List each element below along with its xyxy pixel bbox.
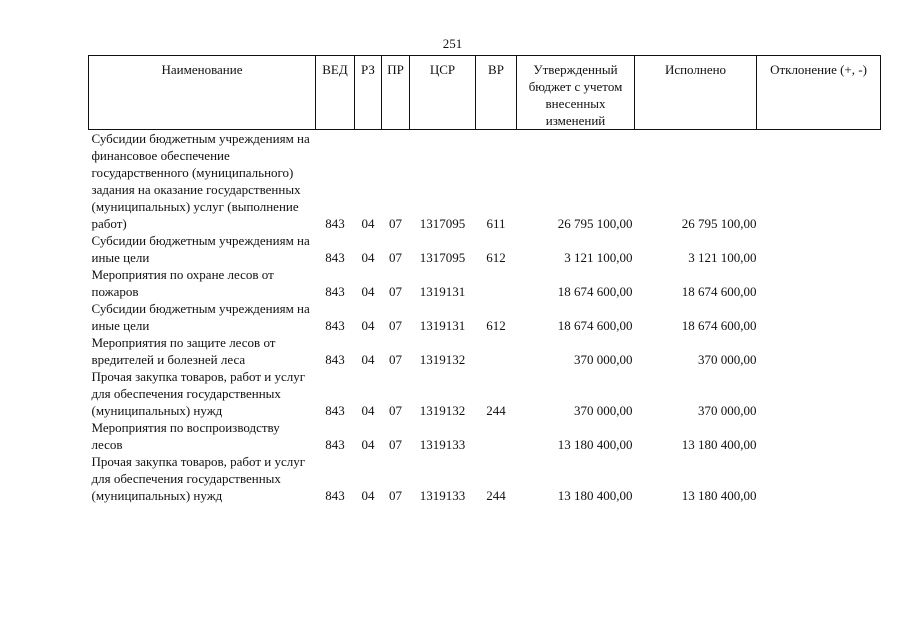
row-ved: 843 (325, 250, 345, 265)
header-vr: ВР (476, 56, 517, 130)
row-pr: 07 (389, 284, 402, 299)
header-deviation: Отклонение (+, -) (757, 56, 881, 130)
header-csr: ЦСР (410, 56, 476, 130)
row-csr: 1319133 (419, 488, 466, 503)
row-deviation (757, 300, 881, 334)
row-ved: 843 (325, 216, 345, 231)
header-pr: ПР (382, 56, 410, 130)
row-vr: 611 (486, 216, 506, 231)
row-pr: 07 (389, 403, 402, 418)
row-rz: 04 (361, 437, 375, 452)
row-deviation (757, 453, 881, 504)
row-vr: 244 (486, 488, 506, 503)
row-approved: 370 000,00 (574, 403, 633, 418)
header-ved: ВЕД (316, 56, 355, 130)
row-vr (476, 419, 517, 453)
row-vr: 612 (486, 250, 506, 265)
row-rz: 04 (361, 403, 375, 418)
row-ved: 843 (325, 352, 345, 367)
row-ved: 843 (325, 318, 345, 333)
table-body (89, 130, 881, 505)
row-deviation (757, 266, 881, 300)
row-rz: 04 (361, 216, 375, 231)
header-name: Наименование (89, 56, 316, 130)
row-deviation (757, 334, 881, 368)
row-pr: 07 (389, 318, 402, 333)
row-name: Мероприятия по защите лесов от вредителей и болезней леса (91, 335, 276, 367)
table-row (89, 419, 881, 453)
row-name: Субсидии бюджетным учреждениям на финансовое обеспечение государственного (муниципального) задания на оказание государственных (муниципальных) услуг (выполнение работ) (91, 131, 310, 231)
row-pr: 07 (389, 352, 402, 367)
row-executed: 18 674 600,00 (681, 284, 757, 299)
row-deviation (757, 419, 881, 453)
page-number: 251 (442, 36, 463, 51)
row-pr: 07 (389, 437, 402, 452)
row-rz: 04 (361, 488, 375, 503)
row-csr: 1319131 (419, 284, 466, 299)
row-vr: 612 (486, 318, 506, 333)
row-csr: 1317095 (419, 216, 466, 231)
row-csr: 1319131 (419, 318, 466, 333)
row-ved: 843 (325, 284, 345, 299)
row-name: Субсидии бюджетным учреждениям на иные цели (91, 233, 310, 265)
row-executed: 13 180 400,00 (681, 488, 757, 503)
row-pr: 07 (389, 488, 402, 503)
row-rz: 04 (361, 318, 375, 333)
row-approved: 3 121 100,00 (564, 250, 633, 265)
row-approved: 18 674 600,00 (557, 318, 633, 333)
table-row (89, 130, 881, 233)
row-executed: 370 000,00 (698, 352, 757, 367)
table-row (89, 334, 881, 368)
budget-table (88, 55, 881, 504)
row-vr (476, 266, 517, 300)
row-pr: 07 (389, 250, 402, 265)
row-name: Прочая закупка товаров, работ и услуг для обеспечения государственных (муниципальных) нужд (91, 454, 306, 503)
row-approved: 18 674 600,00 (557, 284, 633, 299)
row-approved: 13 180 400,00 (557, 437, 633, 452)
header-executed: Исполнено (635, 56, 757, 130)
row-executed: 26 795 100,00 (681, 216, 757, 231)
row-deviation (757, 368, 881, 419)
row-rz: 04 (361, 250, 375, 265)
table-row (89, 453, 881, 504)
table-row (89, 232, 881, 266)
row-vr: 244 (486, 403, 506, 418)
row-csr: 1317095 (419, 250, 466, 265)
header-approved: Утвержденный бюджет с учетом внесенных изменений (517, 56, 635, 130)
row-name: Субсидии бюджетным учреждениям на иные цели (91, 301, 310, 333)
row-executed: 3 121 100,00 (688, 250, 757, 265)
row-approved: 26 795 100,00 (557, 216, 633, 231)
row-executed: 13 180 400,00 (681, 437, 757, 452)
row-approved: 370 000,00 (574, 352, 633, 367)
row-vr (476, 334, 517, 368)
table-row (89, 300, 881, 334)
table-row (89, 266, 881, 300)
row-csr: 1319132 (419, 352, 466, 367)
row-rz: 04 (361, 284, 375, 299)
row-deviation (757, 232, 881, 266)
row-approved: 13 180 400,00 (557, 488, 633, 503)
row-executed: 18 674 600,00 (681, 318, 757, 333)
row-ved: 843 (325, 403, 345, 418)
row-csr: 1319132 (419, 403, 466, 418)
row-pr: 07 (389, 216, 402, 231)
row-name: Мероприятия по воспроизводству лесов (91, 420, 280, 452)
row-ved: 843 (325, 488, 345, 503)
header-rz: РЗ (355, 56, 382, 130)
row-name: Прочая закупка товаров, работ и услуг для обеспечения государственных (муниципальных) нужд (91, 369, 306, 418)
row-executed: 370 000,00 (698, 403, 757, 418)
row-ved: 843 (325, 437, 345, 452)
table-row (89, 368, 881, 419)
row-csr: 1319133 (419, 437, 466, 452)
row-name: Мероприятия по охране лесов от пожаров (91, 267, 274, 299)
row-rz: 04 (361, 352, 375, 367)
row-deviation (757, 130, 881, 233)
table-header (89, 56, 881, 130)
